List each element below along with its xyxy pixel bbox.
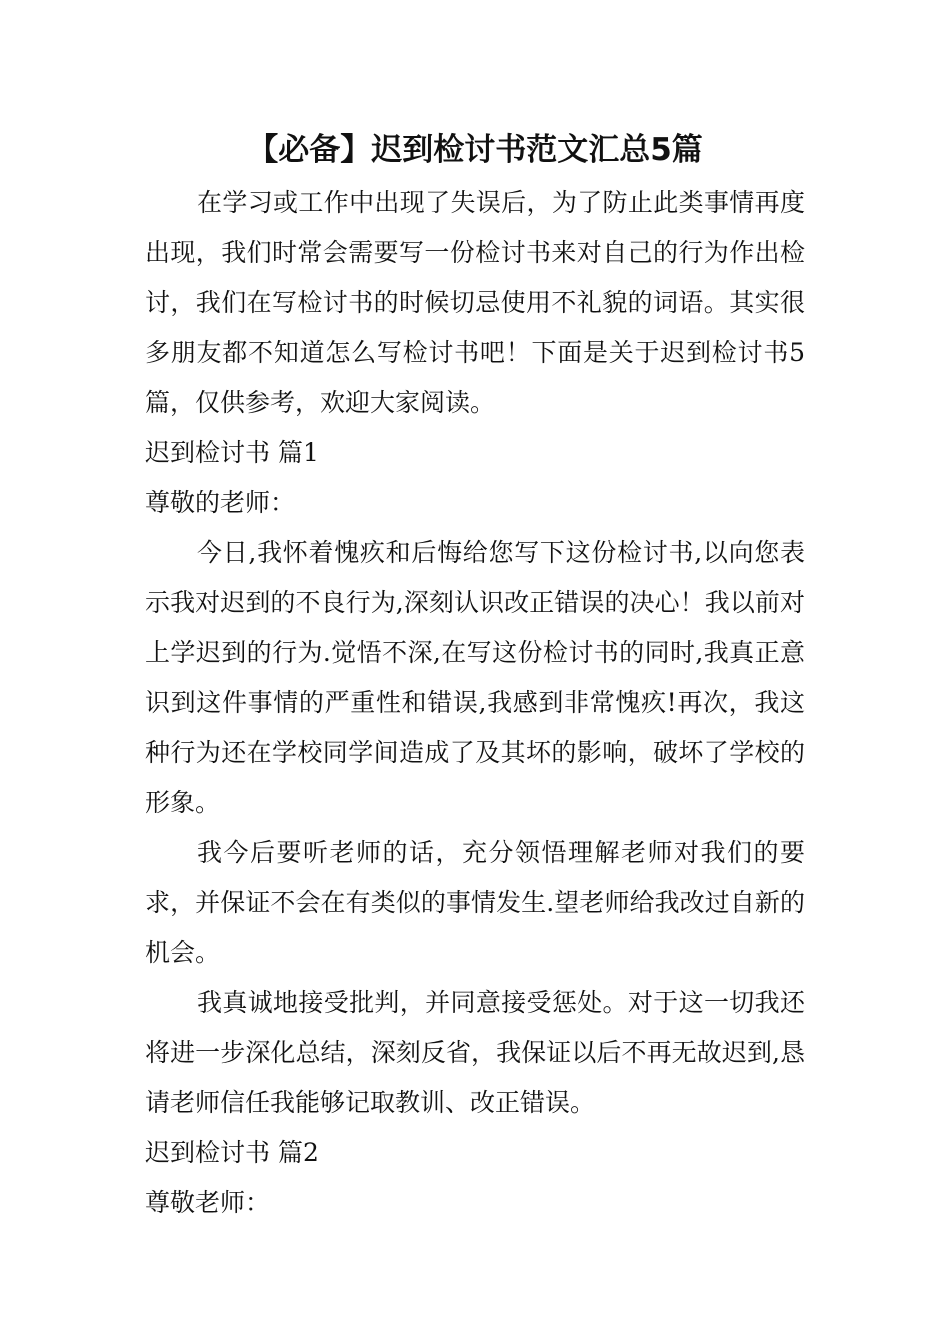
body-paragraph-3: 我真诚地接受批判，并同意接受惩处。对于这一切我还将进一步深化总结，深刻反省，我保证以后不再无故迟到,恳请老师信任我能够记取教训、改正错误。	[145, 988, 805, 1117]
salutation-2: 尊敬老师：	[145, 1188, 271, 1217]
document-body	[145, 178, 805, 1228]
document-title: 【必备】迟到检讨书范文汇总5篇	[247, 132, 703, 168]
section-heading-1: 迟到检讨书 篇1	[145, 438, 319, 467]
intro-paragraph: 在学习或工作中出现了失误后，为了防止此类事情再度出现，我们时常会需要写一份检讨书来对自己的行为作出检讨，我们在写检讨书的时候切忌使用不礼貌的词语。其实很多朋友都不知道怎么写检讨书吧！下面是关于迟到检讨书5篇，仅供参考，欢迎大家阅读。	[145, 188, 805, 417]
body-paragraph-1: 今日,我怀着愧疚和后悔给您写下这份检讨书,以向您表示我对迟到的不良行为,深刻认识改正错误的决心！我以前对上学迟到的行为.觉悟不深,在写这份检讨书的同时,我真正意识到这件事情的严重性和错误,我感到非常愧疚!再次，我这种行为还在学校同学间造成了及其坏的影响，破坏了学校的形象。	[145, 538, 805, 817]
section-heading-2: 迟到检讨书 篇2	[145, 1138, 319, 1167]
salutation-1: 尊敬的老师：	[145, 488, 296, 517]
body-paragraph-2: 我今后要听老师的话，充分领悟理解老师对我们的要求，并保证不会在有类似的事情发生.望老师给我改过自新的机会。	[145, 838, 805, 967]
